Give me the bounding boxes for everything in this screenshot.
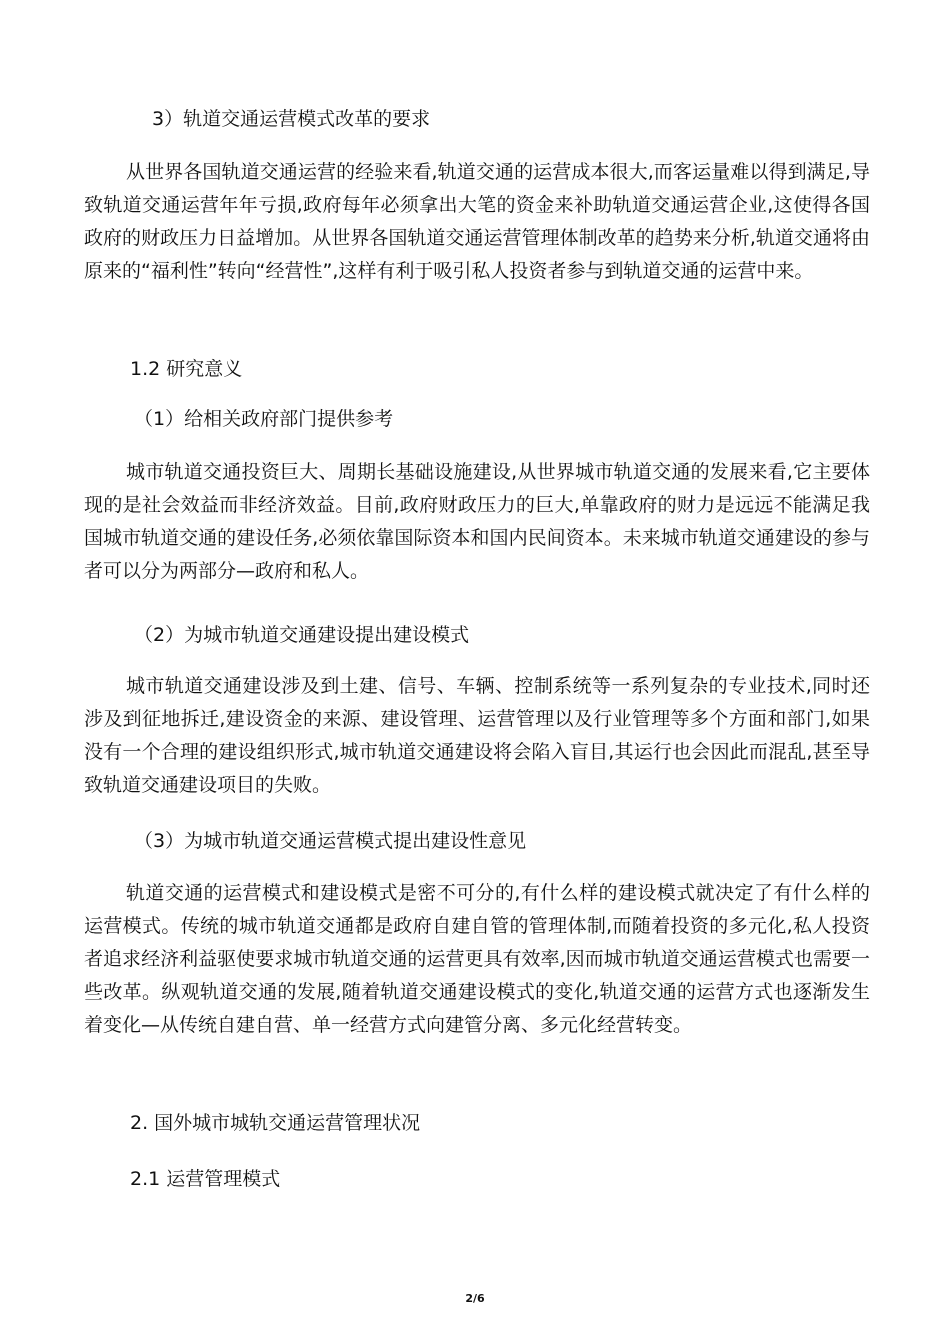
section-heading-2: 2. 国外城市城轨交通运营管理状况 [130, 1112, 421, 1134]
section-heading-3: 3）轨道交通运营模式改革的要求 [152, 108, 431, 130]
section-heading-1-2: 1.2 研究意义 [130, 358, 243, 380]
paragraph-3: 从世界各国轨道交通运营的经验来看,轨道交通的运营成本很大,而客运量难以得到满足,导致轨道交通运营年年亏损,政府每年必须拿出大笔的资金来补助轨道交通运营企业,这使得各国政府的财政压力日益增加。从世界各国轨道交通运营管理体制改革的趋势来分析,轨道交通将由原来的“福利性”转向“经营性”,这样有利于吸引私人投资者参与到轨道交通的运营中来。 [84, 161, 870, 282]
subsection-heading-1: （1）给相关政府部门提供参考 [134, 408, 394, 430]
section-heading-2-1: 2.1 运营管理模式 [130, 1168, 281, 1190]
subsection-heading-3: （3）为城市轨道交通运营模式提出建设性意见 [134, 830, 527, 852]
paragraph-sub-2: 城市轨道交通建设涉及到土建、信号、车辆、控制系统等一系列复杂的专业技术,同时还涉及到征地拆迁,建设资金的来源、建设管理、运营管理以及行业管理等多个方面和部门,如果没有一个合理的建设组织形式,城市轨道交通建设将会陷入盲目,其运行也会因此而混乱,甚至导致轨道交通建设项目的失败。 [84, 675, 870, 796]
paragraph-sub-3: 轨道交通的运营模式和建设模式是密不可分的,有什么样的建设模式就决定了有什么样的运营模式。传统的城市轨道交通都是政府自建自管的管理体制,而随着投资的多元化,私人投资者追求经济利益驱使要求城市轨道交通的运营更具有效率,因而城市轨道交通运营模式也需要一些改革。纵观轨道交通的发展,随着轨道交通建设模式的变化,轨道交通的运营方式也逐渐发生着变化—从传统自建自营、单一经营方式向建管分离、多元化经营转变。 [84, 882, 870, 1036]
page-number: 2/6 [465, 1292, 485, 1305]
paragraph-sub-1: 城市轨道交通投资巨大、周期长基础设施建设,从世界城市轨道交通的发展来看,它主要体现的是社会效益而非经济效益。目前,政府财政压力的巨大,单靠政府的财力是远远不能满足我国城市轨道交通的建设任务,必须依靠国际资本和国内民间资本。未来城市轨道交通建设的参与者可以分为两部分—政府和私人。 [84, 461, 870, 582]
subsection-heading-2: （2）为城市轨道交通建设提出建设模式 [134, 624, 470, 646]
